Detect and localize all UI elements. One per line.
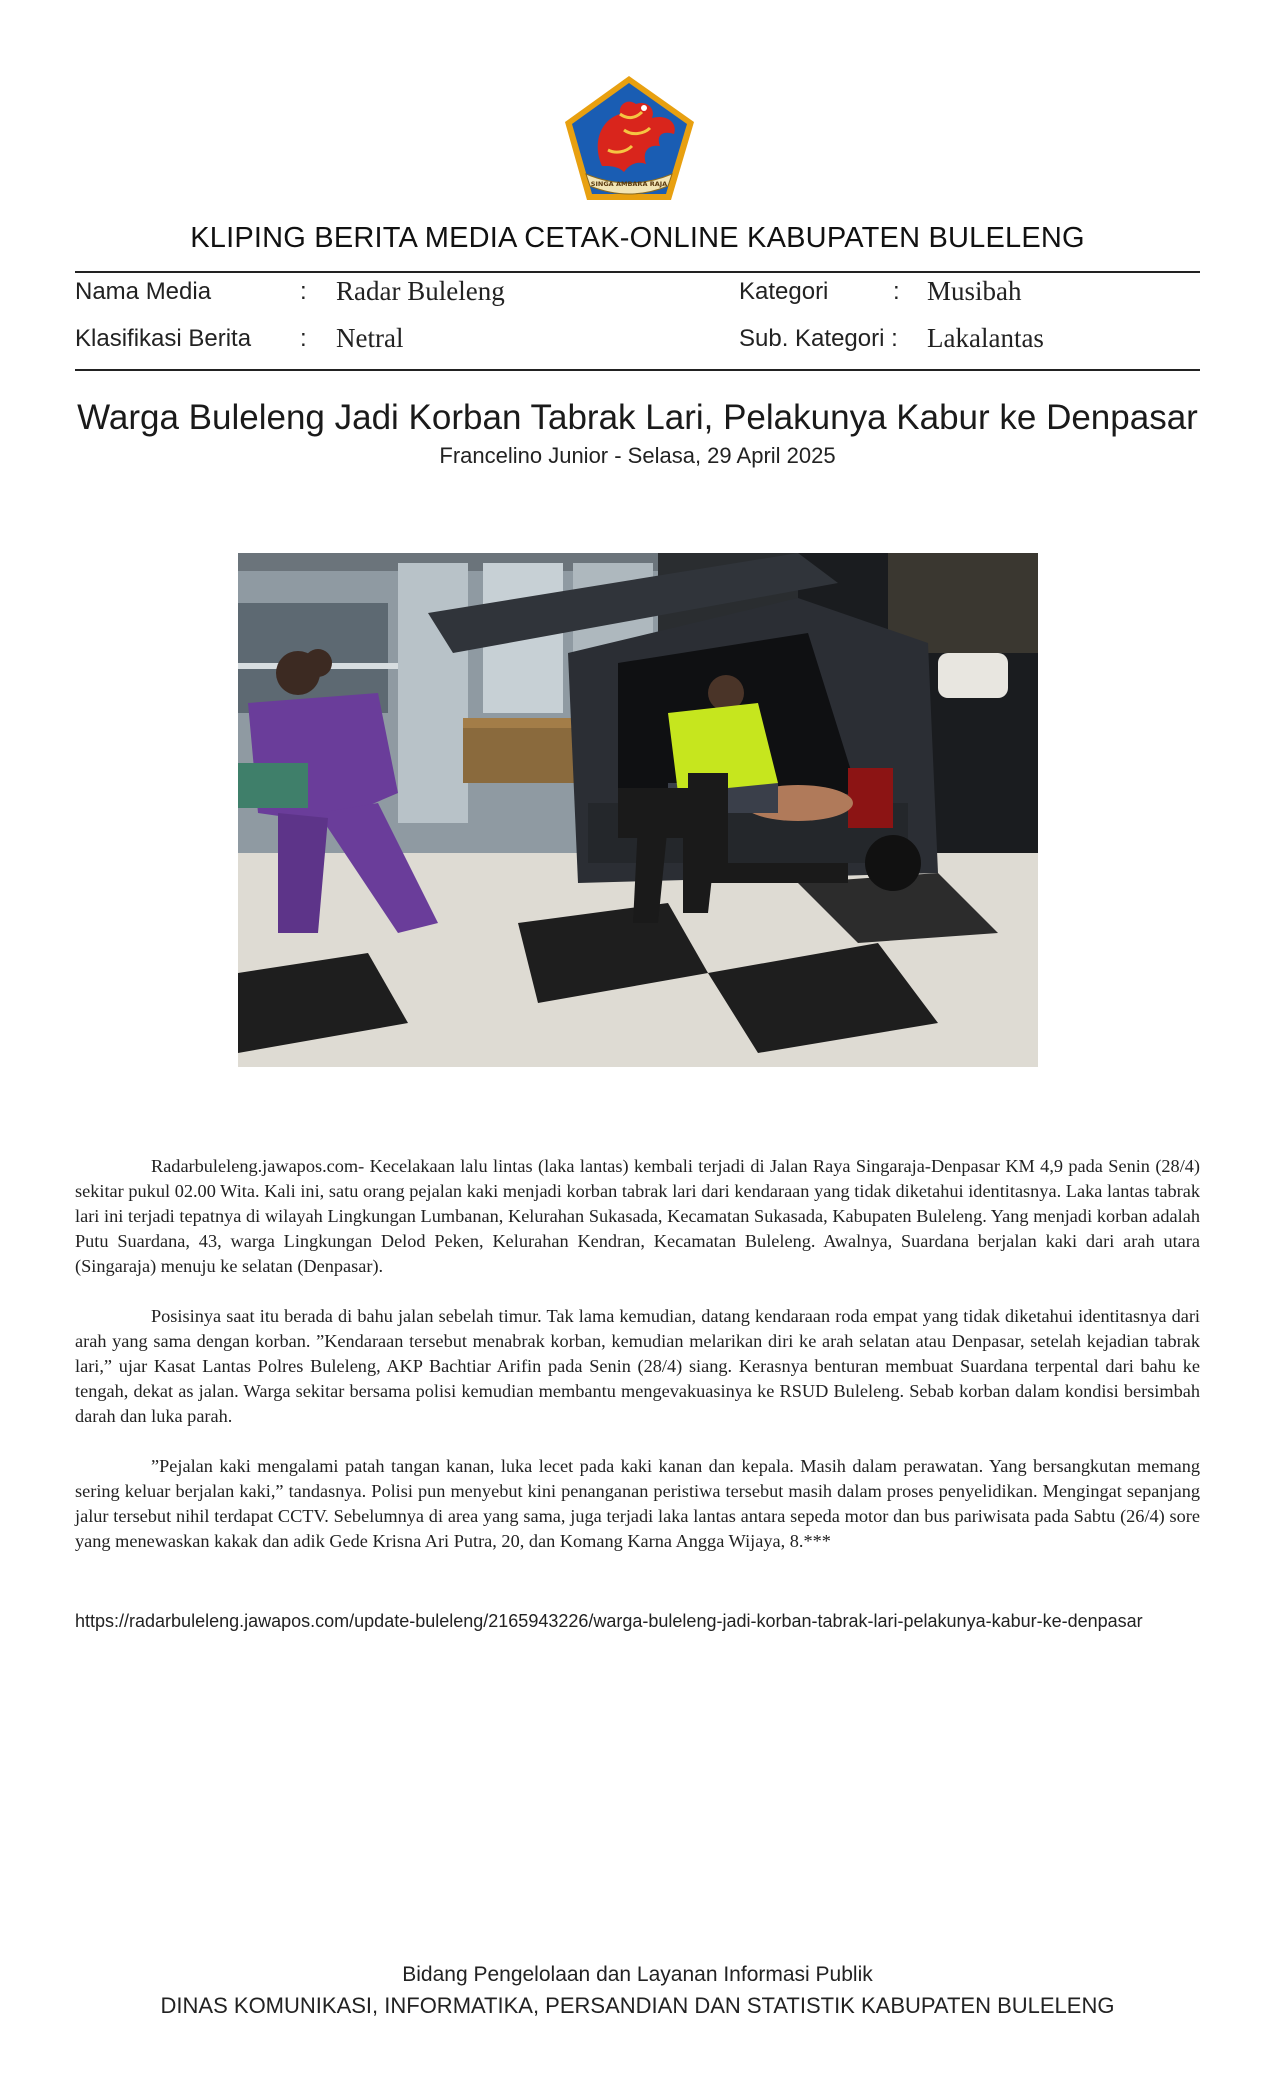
subkategori-value: Lakalantas — [927, 323, 1044, 353]
kategori-value: Musibah — [927, 276, 1022, 306]
media-value: Radar Buleleng — [336, 276, 505, 306]
footer-department: Bidang Pengelolaan dan Layanan Informasi Publik — [402, 1963, 873, 1986]
kategori-separator: : — [893, 278, 900, 305]
kategori-label: Kategori — [739, 278, 829, 305]
article-headline: Warga Buleleng Jadi Korban Tabrak Lari, Pelakunya Kabur ke Denpasar — [77, 398, 1198, 437]
source-url: https://radarbuleleng.jawapos.com/update-buleleng/2165943226/warga-buleleng-jadi-korban-tabrak-lari-pelakunya-kabur-ke-denpasar — [75, 1611, 1143, 1631]
svg-text:SINGA AMBARA RAJA: SINGA AMBARA RAJA — [590, 180, 668, 188]
document-title: KLIPING BERITA MEDIA CETAK-ONLINE KABUPATEN BULELENG — [190, 222, 1085, 254]
media-label: Nama Media — [75, 278, 212, 305]
article-byline: Francelino Junior - Selasa, 29 April 2025 — [439, 443, 836, 468]
article-body — [75, 1154, 1200, 1579]
kabupaten-buleleng-logo — [562, 74, 697, 202]
media-separator: : — [300, 278, 307, 305]
divider-bottom — [75, 369, 1200, 371]
article-paragraph: Posisinya saat itu berada di bahu jalan sebelah timur. Tak lama kemudian, datang kendaraan roda empat yang tidak diketahui identitasnya dari arah yang sama dengan korban. ”Kendaraan tersebut menabrak korban, kemudian melarikan diri ke arah selatan atau Denpasar, setelah kejadian tabrak lari,” ujar Kasat Lantas Polres Buleleng, AKP Bachtiar Arifin pada Senin (28/4) siang. Kerasnya benturan membuat Suardana terpental dari bahu ke tengah, dekat as jalan. Warga sekitar bersama polisi kemudian membantu mengevakuasinya ke RSUD Buleleng. Sebab korban dalam kondisi bersimbah darah dan luka parah. — [75, 1306, 1200, 1426]
article-paragraph: ”Pejalan kaki mengalami patah tangan kanan, luka lecet pada kaki kanan dan kepala. Masih dalam perawatan. Yang bersangkutan memang sering keluar berjalan kaki,” tandasnya. Polisi pun menyebut kini penanganan peristiwa tersebut masih dalam proses penyelidikan. Mengingat sepanjang jalur tersebut nihil terdapat CCTV. Sebelumnya di area yang sama, juga terjadi laka lantas antara sepeda motor dan bus pariwisata pada Sabtu (26/4) sore yang menewaskan kakak dan adik Gede Krisna Ari Putra, 20, dan Komang Karna Angga Wijaya, 8.*** — [75, 1456, 1200, 1551]
divider-top — [75, 271, 1200, 273]
subkategori-label: Sub. Kategori : — [739, 325, 898, 352]
klasifikasi-value: Netral — [336, 323, 404, 353]
klasifikasi-separator: : — [300, 325, 307, 352]
klasifikasi-label: Klasifikasi Berita — [75, 325, 252, 352]
article-paragraph: Radarbuleleng.jawapos.com- Kecelakaan lalu lintas (laka lantas) kembali terjadi di Jalan Raya Singaraja-Denpasar KM 4,9 pada Senin (28/4) sekitar pukul 02.00 Wita. Kali ini, satu orang pejalan kaki menjadi korban tabrak lari dari kendaraan yang tidak diketahui identitasnya. Laka lantas tabrak lari ini terjadi tepatnya di wilayah Lingkungan Lumbanan, Kelurahan Sukasada, Kecamatan Sukasada, Kabupaten Buleleng. Yang menjadi korban adalah Putu Suardana, 43, warga Lingkungan Delod Peken, Kelurahan Kendran, Kecamatan Buleleng. Awalnya, Suardana berjalan kaki dari arah utara (Singaraja) menuju ke selatan (Denpasar). — [75, 1156, 1200, 1276]
footer-office: DINAS KOMUNIKASI, INFORMATIKA, PERSANDIAN DAN STATISTIK KABUPATEN BULELENG — [160, 1993, 1115, 2018]
accident-victim-photo — [238, 553, 1038, 1067]
